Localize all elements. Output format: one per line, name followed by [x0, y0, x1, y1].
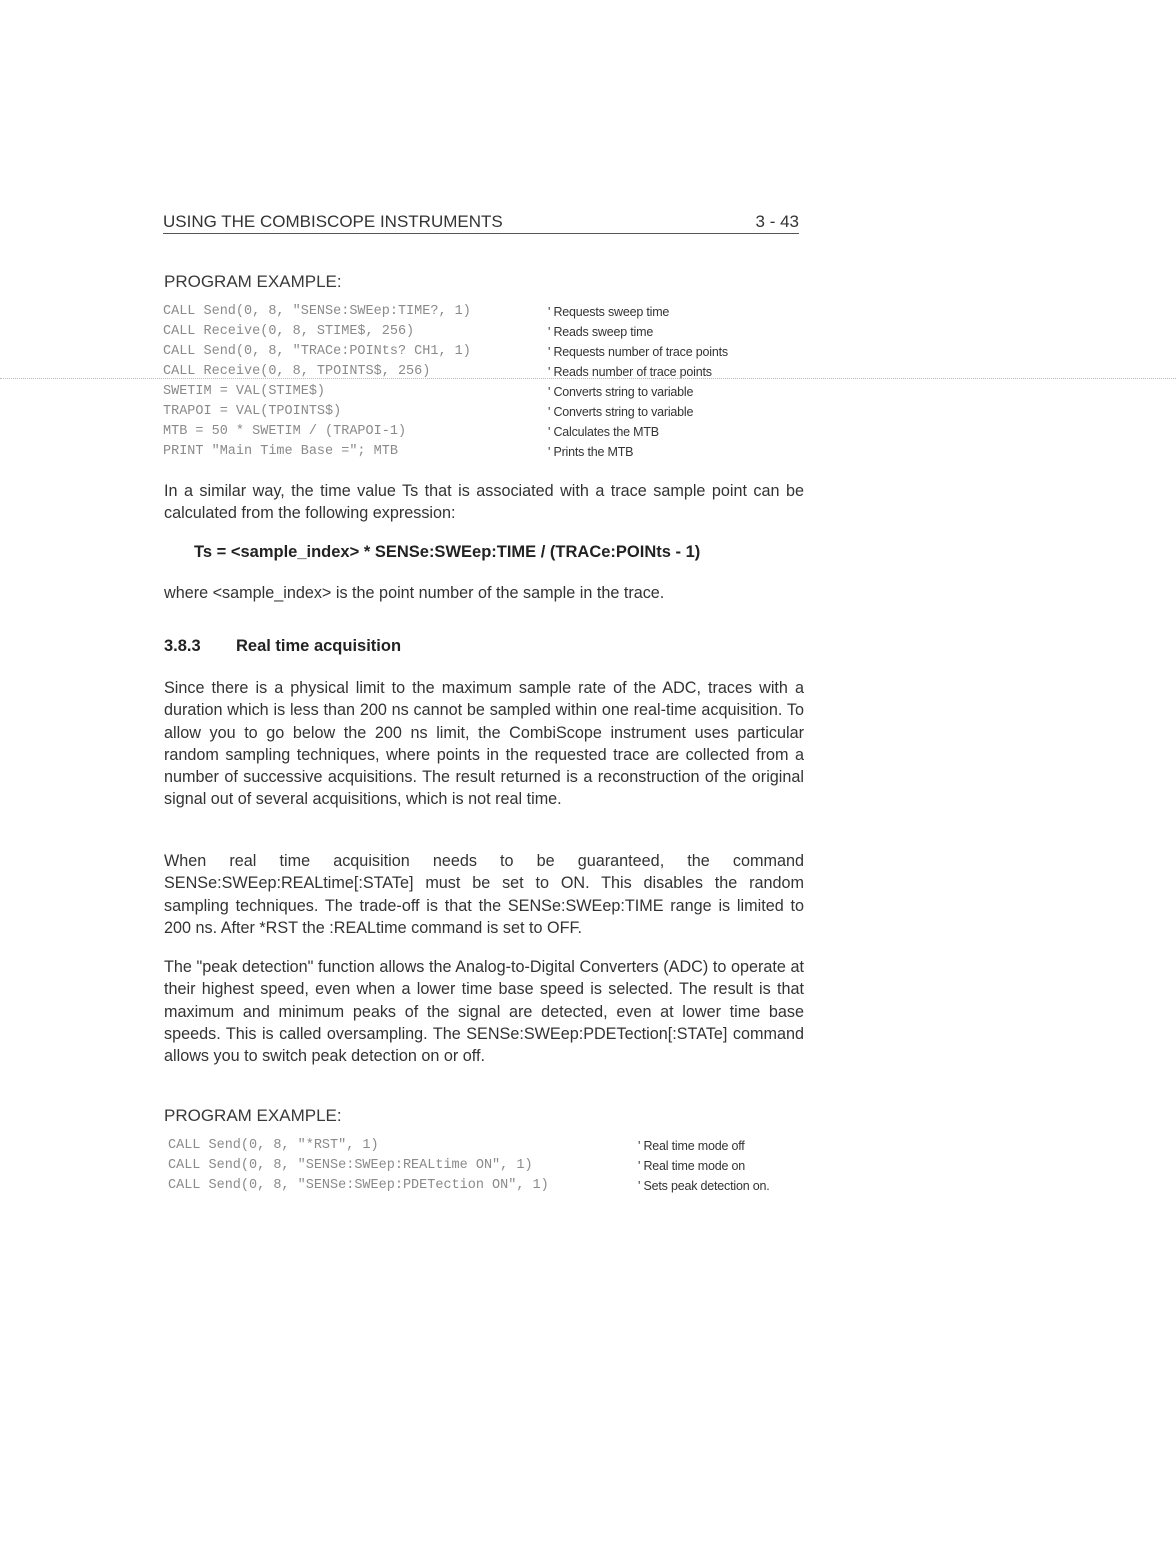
- section-title: Real time acquisition: [236, 637, 402, 655]
- code-line: [168, 1156, 770, 1176]
- code-line: [163, 382, 728, 402]
- code-comment: ' Real time mode on: [638, 1159, 745, 1173]
- code-statement: CALL Send(0, 8, "SENSe:SWEep:REALtime ON", 1): [168, 1158, 533, 1173]
- program-example-label-1: PROGRAM EXAMPLE:: [164, 272, 342, 291]
- code-comment: ' Sets peak detection on.: [638, 1179, 770, 1193]
- code-statement: TRAPOI = VAL(TPOINTS$): [163, 404, 342, 419]
- code-comment: ' Requests number of trace points: [548, 345, 728, 359]
- code-comment: ' Reads number of trace points: [548, 365, 712, 379]
- code-line: [168, 1136, 770, 1156]
- code-comment: ' Real time mode off: [638, 1139, 745, 1153]
- code-statement: CALL Send(0, 8, "*RST", 1): [168, 1138, 379, 1153]
- scan-artifact-dotted-line: [0, 378, 1176, 380]
- code-comment: ' Reads sweep time: [548, 325, 654, 339]
- code-statement: CALL Send(0, 8, "TRACe:POINts? CH1, 1): [163, 344, 471, 359]
- code-statement: CALL Receive(0, 8, STIME$, 256): [163, 324, 415, 339]
- code-line: [163, 442, 728, 462]
- code-comment: ' Calculates the MTB: [548, 425, 659, 439]
- code-comment: ' Converts string to variable: [548, 405, 694, 419]
- code-comment: ' Prints the MTB: [548, 445, 634, 459]
- program-example-label-2: PROGRAM EXAMPLE:: [164, 1106, 342, 1125]
- paragraph-where: where <sample_index> is the point number of the sample in the trace.: [164, 584, 665, 602]
- paragraph-similar-way: In a similar way, the time value Ts that is associated with a trace sample point can be calculated from the following expression:: [164, 482, 804, 523]
- code-statement: MTB = 50 * SWETIM / (TRAPOI-1): [163, 424, 407, 439]
- section-number: 3.8.3: [164, 637, 201, 655]
- paragraph-physical-limit: Since there is a physical limit to the maximum sample rate of the ADC, traces with a duration which is less than 200 ns cannot be sampled within one real-time acquisition. To allow you to go below the 200 ns limit, the CombiScope instrument uses particular random sampling techniques, where points in the requested trace are collected from a number of successive acquisitions. The result returned is a reconstruction of the original signal out of several acquisitions, which is not real time.: [164, 679, 804, 809]
- page-number: 3 - 43: [755, 212, 799, 231]
- code-comment: ' Requests sweep time: [548, 305, 670, 319]
- running-header: [163, 212, 799, 234]
- code-line: [163, 322, 728, 342]
- code-statement: SWETIM = VAL(STIME$): [163, 384, 326, 399]
- paragraph-peak-detection: The "peak detection" function allows the Analog-to-Digital Converters (ADC) to operate at their highest speed, even when a lower time base speed is selected. The result is that maximum and minimum peaks of the signal are detected, even at lower time base speeds. This is called oversampling. The SENSe:SWEep:PDETection[:STATe] command allows you to switch peak detection on or off.: [164, 958, 804, 1066]
- code-line: [163, 342, 728, 362]
- code-line: [163, 302, 728, 322]
- code-comment: ' Converts string to variable: [548, 385, 694, 399]
- code-line: [168, 1176, 770, 1196]
- code-block-1: [163, 302, 728, 462]
- code-statement: CALL Send(0, 8, "SENSe:SWEep:TIME?, 1): [163, 304, 471, 319]
- header-title: USING THE COMBISCOPE INSTRUMENTS: [163, 212, 503, 231]
- code-line: [163, 402, 728, 422]
- code-statement: PRINT "Main Time Base ="; MTB: [163, 444, 398, 459]
- section-heading: [164, 637, 401, 656]
- formula-ts: Ts = <sample_index> * SENSe:SWEep:TIME / (TRACe:POINts - 1): [194, 543, 701, 561]
- code-statement: CALL Send(0, 8, "SENSe:SWEep:PDETection ON", 1): [168, 1178, 549, 1193]
- code-statement: CALL Receive(0, 8, TPOINTS$, 256): [163, 364, 431, 379]
- code-block-2: [168, 1136, 770, 1196]
- paragraph-realtime: When real time acquisition needs to be guaranteed, the command SENSe:SWEep:REALtime[:STATe] must be set to ON. This disables the random sampling techniques. The trade-off is that the SENSe:SWEep:TIME range is limited to 200 ns. After *RST the :REALtime command is set to OFF.: [164, 852, 804, 937]
- code-line: [163, 422, 728, 442]
